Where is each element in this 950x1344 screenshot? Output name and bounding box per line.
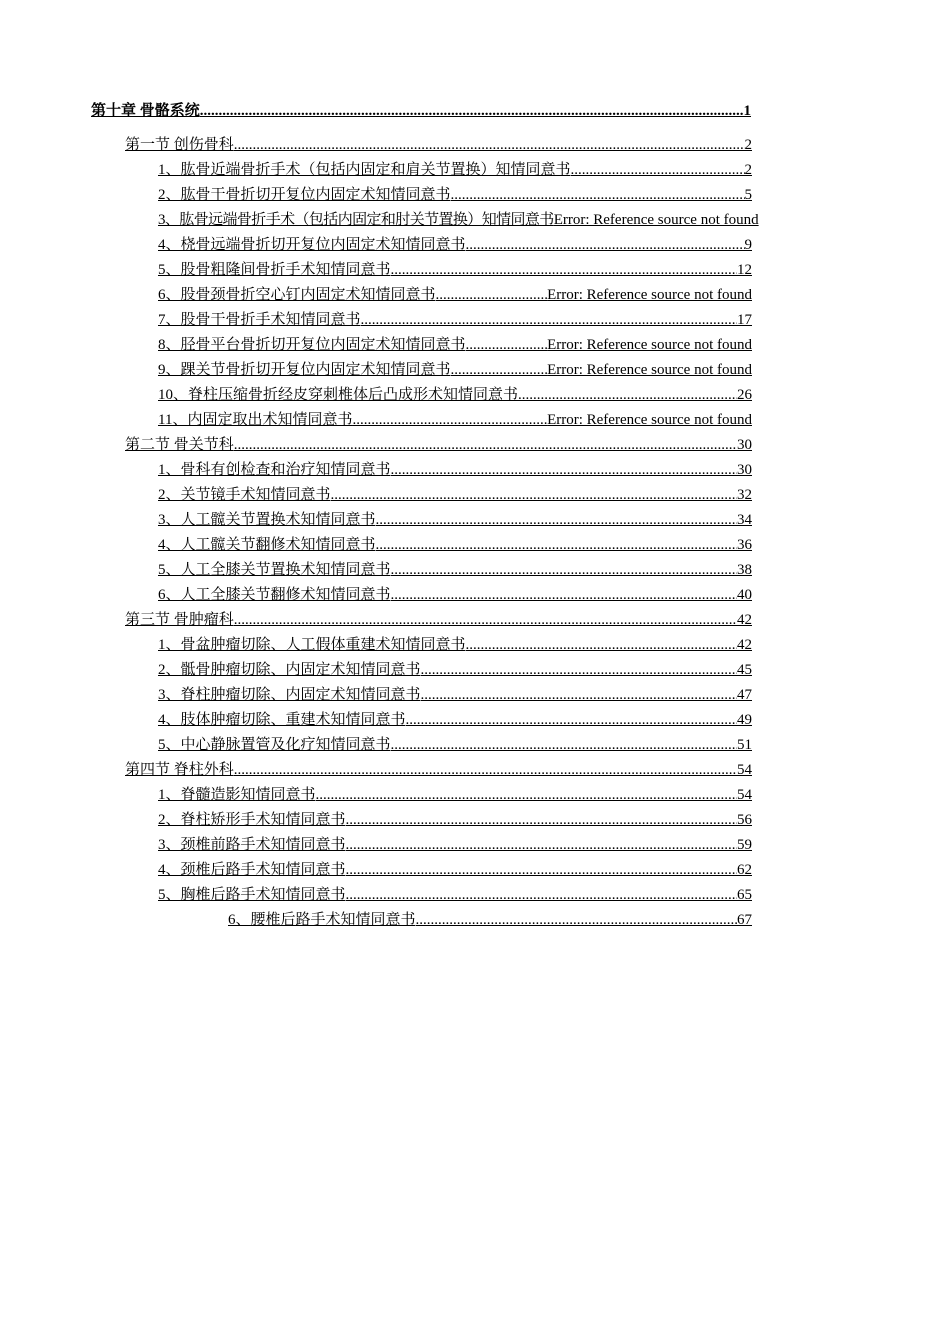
- leader-dots: [346, 810, 737, 830]
- toc-entry-page: 30: [737, 462, 752, 478]
- leader-dots: [376, 510, 737, 530]
- toc-item-entry[interactable]: [158, 585, 752, 605]
- leader-dots: [361, 310, 737, 330]
- toc-entry-page: 42: [737, 637, 752, 653]
- leader-dots: [466, 235, 745, 255]
- leader-dots: [352, 410, 547, 430]
- toc-entry-page: Error: Reference source not found: [547, 362, 752, 378]
- toc-entry-page: 59: [737, 837, 752, 853]
- leader-dots: [234, 435, 737, 455]
- toc-item-entry[interactable]: [228, 910, 752, 930]
- toc-entry-page: 45: [737, 662, 752, 678]
- leader-dots: [346, 885, 737, 905]
- leader-dots: [406, 710, 737, 730]
- leader-dots: [331, 485, 737, 505]
- toc-entry-page: 54: [737, 787, 752, 803]
- toc-entry-title: 1、骨科有创检查和治疗知情同意书: [158, 462, 391, 478]
- toc-entry-page: 54: [737, 762, 752, 778]
- toc-entry-page: 40: [737, 587, 752, 603]
- toc-item-entry[interactable]: [158, 410, 752, 430]
- toc-item-entry[interactable]: [158, 810, 752, 830]
- toc-entry-title: 第十章 骨骼系统: [91, 103, 200, 119]
- toc-entry-page: Error: Reference source not found: [547, 412, 752, 428]
- toc-entry-title: 5、中心静脉置管及化疗知情同意书: [158, 737, 391, 753]
- toc-entry-title: 4、肢体肿瘤切除、重建术知情同意书: [158, 712, 406, 728]
- toc-entry-page: 62: [737, 862, 752, 878]
- toc-item-entry[interactable]: [158, 360, 752, 380]
- toc-entry-page: 38: [737, 562, 752, 578]
- toc-entry-title: 2、骶骨肿瘤切除、内固定术知情同意书: [158, 662, 421, 678]
- leader-dots: [416, 910, 737, 930]
- toc-item-entry[interactable]: [158, 260, 752, 280]
- toc-entry-page: 2: [744, 162, 752, 178]
- toc-item-entry[interactable]: [158, 185, 752, 205]
- toc-section-entry[interactable]: [125, 610, 752, 630]
- toc-item-entry[interactable]: [158, 785, 752, 805]
- toc-entry-page: 30: [737, 437, 752, 453]
- leader-dots: [421, 660, 737, 680]
- leader-dots: [234, 760, 737, 780]
- toc-entry-title: 3、颈椎前路手术知情同意书: [158, 837, 346, 853]
- toc-entry-title: 7、股骨干骨折手术知情同意书: [158, 312, 361, 328]
- leader-dots: [436, 285, 548, 305]
- toc-entry-page: 42: [737, 612, 752, 628]
- toc-entry-page: 51: [737, 737, 752, 753]
- toc-entry-title: 6、腰椎后路手术知情同意书: [228, 912, 416, 928]
- toc-entry-title: 2、脊柱矫形手术知情同意书: [158, 812, 346, 828]
- toc-entry-page: 26: [737, 387, 752, 403]
- toc-entry-title: 1、骨盆肿瘤切除、人工假体重建术知情同意书: [158, 637, 466, 653]
- toc-item-entry[interactable]: [158, 710, 752, 730]
- toc-entry-page: 9: [744, 237, 752, 253]
- leader-dots: [346, 860, 737, 880]
- toc-entry-page: Error: Reference source not found: [547, 337, 752, 353]
- leader-dots: [518, 385, 737, 405]
- toc-chapter-entry[interactable]: [91, 101, 751, 121]
- leader-dots: [391, 585, 737, 605]
- toc-entry-page: 49: [737, 712, 752, 728]
- leader-dots: [391, 260, 737, 280]
- toc-entry-page: 56: [737, 812, 752, 828]
- toc-entry-title: 第三节 骨肿瘤科: [125, 612, 234, 628]
- toc-entry-title: 11、内固定取出术知情同意书: [158, 412, 353, 428]
- toc-entry-title: 3、脊柱肿瘤切除、内固定术知情同意书: [158, 687, 421, 703]
- toc-entry-title: 5、胸椎后路手术知情同意书: [158, 887, 346, 903]
- toc-entry-title: 4、人工髋关节翻修术知情同意书: [158, 537, 376, 553]
- toc-item-entry[interactable]: [158, 460, 752, 480]
- toc-entry-page: 17: [737, 312, 752, 328]
- toc-entry-page: 5: [744, 187, 752, 203]
- leader-dots: [391, 560, 737, 580]
- toc-entry-title: 5、股骨粗隆间骨折手术知情同意书: [158, 262, 391, 278]
- leader-dots: [316, 785, 737, 805]
- toc-entry-title: 1、脊髓造影知情同意书: [158, 787, 316, 803]
- toc-item-entry[interactable]: [158, 310, 752, 330]
- toc-entry-page: 2: [744, 137, 752, 153]
- toc-entry-title: 8、胫骨平台骨折切开复位内固定术知情同意书: [158, 337, 466, 353]
- toc-item-entry[interactable]: [158, 735, 752, 755]
- leader-dots: [391, 460, 737, 480]
- toc-item-entry[interactable]: [158, 285, 752, 305]
- toc-entry-title: 9、踝关节骨折切开复位内固定术知情同意书: [158, 362, 451, 378]
- toc-item-entry[interactable]: [158, 210, 826, 230]
- leader-dots: [571, 160, 745, 180]
- leader-dots: [234, 135, 745, 155]
- toc-entry-title: 第二节 骨关节科: [125, 437, 234, 453]
- toc-entry-page: 12: [737, 262, 752, 278]
- toc-entry-title: 2、关节镜手术知情同意书: [158, 487, 331, 503]
- toc-entry-page: 36: [737, 537, 752, 553]
- toc-entry-page: 65: [737, 887, 752, 903]
- leader-dots: [200, 101, 744, 121]
- toc-entry-page: Error: Reference source not found: [553, 212, 759, 228]
- toc-item-entry[interactable]: [158, 860, 752, 880]
- toc-item-entry[interactable]: [158, 535, 752, 555]
- leader-dots: [376, 535, 737, 555]
- toc-entry-title: 4、颈椎后路手术知情同意书: [158, 862, 346, 878]
- toc-item-entry[interactable]: [158, 835, 752, 855]
- toc-item-entry[interactable]: [158, 660, 752, 680]
- toc-entry-page: 32: [737, 487, 752, 503]
- toc-entry-page: 34: [737, 512, 752, 528]
- toc-item-entry[interactable]: [158, 685, 752, 705]
- leader-dots: [451, 360, 548, 380]
- toc-entry-page: 1: [743, 103, 751, 119]
- toc-entry-title: 6、人工全膝关节翻修术知情同意书: [158, 587, 391, 603]
- toc-item-entry[interactable]: [158, 385, 752, 405]
- toc-item-entry[interactable]: [158, 885, 752, 905]
- leader-dots: [451, 185, 745, 205]
- toc-entry-title: 10、脊柱压缩骨折经皮穿刺椎体后凸成形术知情同意书: [158, 387, 519, 403]
- leader-dots: [466, 335, 548, 355]
- toc-entry-title: 3、人工髋关节置换术知情同意书: [158, 512, 376, 528]
- toc-entry-title: 5、人工全膝关节置换术知情同意书: [158, 562, 391, 578]
- leader-dots: [466, 635, 737, 655]
- toc-entry-title: 1、肱骨近端骨折手术（包括内固定和肩关节置换）知情同意书: [158, 162, 571, 178]
- toc-item-entry[interactable]: [158, 160, 752, 180]
- toc-entry-page: Error: Reference source not found: [547, 287, 752, 303]
- toc-entry-title: 6、股骨颈骨折空心钉内固定术知情同意书: [158, 287, 436, 303]
- toc-entry-title: 2、肱骨干骨折切开复位内固定术知情同意书: [158, 187, 451, 203]
- toc-entry-title: 第四节 脊柱外科: [125, 762, 234, 778]
- leader-dots: [234, 610, 737, 630]
- toc-entry-title: 4、桡骨远端骨折切开复位内固定术知情同意书: [158, 237, 466, 253]
- leader-dots: [391, 735, 737, 755]
- toc-item-entry[interactable]: [158, 485, 752, 505]
- toc-item-entry[interactable]: [158, 510, 752, 530]
- toc-entry-title: 第一节 创伤骨科: [125, 137, 234, 153]
- toc-section-entry[interactable]: [125, 760, 752, 780]
- toc-section-entry[interactable]: [125, 435, 752, 455]
- toc-item-entry[interactable]: [158, 560, 752, 580]
- toc-item-entry[interactable]: [158, 235, 752, 255]
- toc-entry-title: 3、肱骨远端骨折手术（包括内固定和肘关节置换）知情同意书: [158, 212, 554, 228]
- leader-dots: [346, 835, 737, 855]
- toc-section-entry[interactable]: [125, 135, 752, 155]
- toc-entry-page: 67: [737, 912, 752, 928]
- leader-dots: [421, 685, 737, 705]
- toc-entry-page: 47: [737, 687, 752, 703]
- toc-item-entry[interactable]: [158, 635, 752, 655]
- toc-item-entry[interactable]: [158, 335, 752, 355]
